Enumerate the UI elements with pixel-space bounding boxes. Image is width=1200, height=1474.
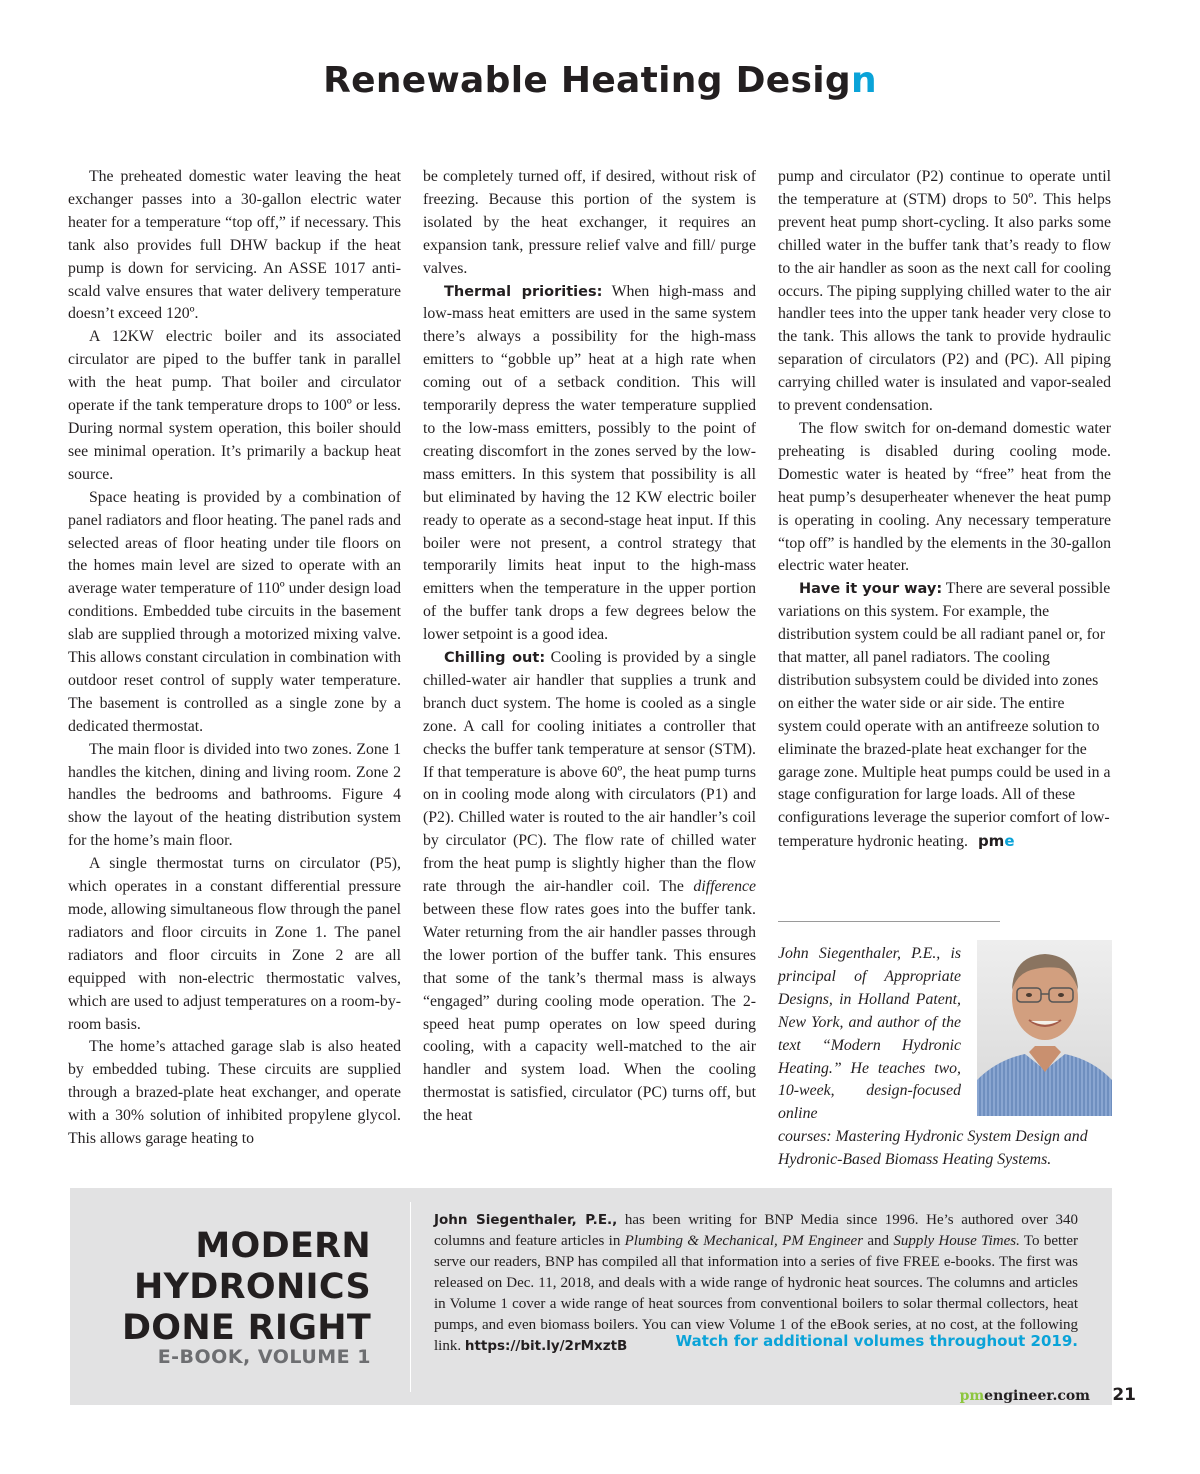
end-mark-part: pm [977,832,1005,851]
paragraph: The home’s attached garage slab is also heated by embedded tubing. These circuits are supplied through a brazed-plate heat exchanger, and operate with a 30% solution of inhibited propylene glycol. This allows garage heating to [68,1038,401,1148]
promo-title [122,1226,371,1349]
column-3 [778,166,1111,854]
emphasis: difference [693,878,756,896]
promo-text-part: has been writing for BNP Media since 1996. He’s authored over 340 columns and feature articles in [434,1212,1078,1249]
promo-author: John Siegenthaler, P.E., [434,1212,618,1228]
paragraph: be completely turned off, if desired, without risk of freezing. Because this portion of the system is isolated by the heat exchanger, it requires an expansion tank, pressure relief valve and fill/ purge valves. [423,168,756,277]
promo-title-line: HYDRONICS [134,1267,371,1307]
paragraph: pump and circulator (P2) continue to operate until the temperature at (STM) drops to 50º. This helps prevent heat pump short-cycling. It also parks some chilled water in the buffer tank that’s ready to flow to the air handler as soon as the next call for cooling occurs. The piping supplying chilled water to the air handler tees into the upper tank header very close to the tank. This allows the tank to provide hydraulic separation of circulators (P2) and (PC). All piping carrying chilled water is insulated and vapor-sealed to prevent condensation. [778,168,1111,415]
promo-subtitle: E-BOOK, VOLUME 1 [157,1346,371,1368]
end-mark-logo [978,832,1015,850]
publication-name: Supply House Times. [893,1233,1020,1249]
paragraph: The main floor is divided into two zones. Zone 1 handles the kitchen, dining and living room. Zone 2 handles the bedrooms and bathrooms. Figure 4 show the layout of the heating distribution system for the home’s main floor. [68,740,401,850]
paragraph: The preheated domestic water leaving the heat exchanger passes into a 30-gallon electric water heater for a temperature “top off,” if necessary. This tank also provides full DHW backup if the heat pump is down for servicing. An ASSE 1017 anti-scald valve ensures that water delivery temperature doesn’t exceed 120º. [68,168,401,323]
paragraph: A single thermostat turns on circulator (P5), which operates in a constant differential pressure mode, allowing simultaneous flow through the panel radiators and floor circuits in Zone 1. The panel radiators and floor circuits in Zone 2 are all equipped with non-electric thermostatic valves, which are used to adjust temperatures on a room-by-room basis. [68,855,401,1033]
run-in-heading: Have it your way: [799,581,943,598]
author-portrait-icon [977,940,1112,1116]
title-accent: n [850,60,877,101]
paragraph-text: When high-mass and low-mass heat emitters are used in the same system there’s always a possibility for the high-mass emitters to “gobble up” heat at a high rate when coming out of a setback condition. This will temporarily depress the water temperature supplied to the low-mass emitters, possibly to the point of creating discomfort in the zones served by the low-mass emitters. In this system that possibility is all but eliminated by having the 12 KW electric boiler ready to operate as a second-stage heat input. If this boiler were not present, a control strategy that temporarily limits heat input to the high-mass emitters when the temperature in the upper portion of the buffer tank drops a few degrees below the lower setpoint is a good idea. [423,282,756,644]
promo-divider [410,1202,411,1392]
ebook-link[interactable]: https://bit.ly/2rMxztB [464,1338,628,1354]
ebook-promo-box [70,1188,1112,1405]
paragraph: The flow switch for on-demand domestic water preheating is disabled during cooling mode. Domestic water is heated by “free” heat from the heat pump’s desuperheater whenever the heat pump is operating in cooling. Any necessary temperature “top off” is handled by the elements in the 30-gallon electric water heater. [778,419,1111,575]
title-main: Renewable Heating Desig [323,60,851,101]
column-1 [68,166,401,1151]
paragraph [778,578,1111,854]
paragraph-text: Cooling is provided by a single chilled-water air handler that supplies a trunk and branch duct system. The home is cooled as a single zone. A call for cooling initiates a controller that checks the buffer tank temperature at sensor (STM). If that temperature is above 60º, the heat pump turns on in cooling mode along with circulators (P1) and (P2). Chilled water is routed to the air handler’s coil by circulator (PC). The flow rate of chilled water from the heat pump is slightly higher than the flow rate through the air-handler coil. The [423,649,756,896]
paragraph-text: between these flow rates goes into the buffer tank. Water returning from the air handler passes through the lower portion of the buffer tank. This ensures that some of the tank’s thermal mass is always “engaged” during cooling mode operation. The 2-speed heat pump operates on low speed during cooling, with a capacity well-matched to the air handler and system load. When the cooling thermostat is satisfied, circulator (PC) turns off, but the heat [423,901,756,1125]
promo-title-line: DONE RIGHT [121,1308,371,1348]
paragraph [423,281,756,648]
publication-names: Plumbing & Mechanical, PM Engineer [624,1233,864,1249]
author-photo [977,940,1112,1116]
end-mark-accent: e [1004,832,1015,851]
paragraph [423,647,756,1128]
page-number: 21 [1112,1385,1136,1405]
paragraph-text: There are several possible variations on this system. For example, the distribution system could be all radiant panel or, for that matter, all panel radiators. The cooling distribution subsystem could be divided into zones on either the water side or air side. The entire system could operate with an antifreeze solution to eliminate the brazed-plate heat exchanger for the garage zone. Multiple heat pumps could be used in a stage configuration for large loads. All of these configurations leverage the superior comfort of low-temperature hydronic heating. [778,580,1111,851]
promo-cta: Watch for additional volumes throughout 2019. [675,1332,1078,1350]
footer-website[interactable] [960,1388,1090,1404]
bio-divider [778,921,1000,922]
column-2 [423,166,756,1128]
promo-text-part: To better serve our readers, BNP has compiled all that information into a series of five FREE e-books. The first was released on Dec. 11, 2018, and deals with a wide range of hydronic heat sources. The columns and articles in Volume 1 cover a wide range of heat sources from conventional boilers to solar thermal collectors, heat pumps, and even biomass boilers. You can view Volume 1 of the eBook series, at no cost, at the following link. [434,1233,1078,1354]
bio-text-full: courses: Mastering Hydronic System Design and Hydronic-Based Biomass Heating Systems. [778,1128,1088,1169]
run-in-heading: Thermal priorities: [444,283,603,300]
paragraph: A 12KW electric boiler and its associated circulator are piped to the buffer tank in parallel with the heat pump. That boiler and circulator operate if the tank temperature drops to 100º or less. During normal system operation, this boiler should see minimal operation. It’s primarily a backup heat source. [68,328,401,483]
promo-text-part: and [863,1233,894,1249]
paragraph: Space heating is provided by a combination of panel radiators and floor heating. The panel rads and selected areas of floor heating under tile floors on the homes main level are sized to operate with an average water temperature of 110º under design load conditions. Embedded tube circuits in the basement slab are supplied through a motorized mixing valve. This allows constant circulation in combination with outdoor reset control of supply water temperature. The basement is controlled as a single zone by a dedicated thermostat. [68,488,401,735]
promo-title-line: MODERN [195,1226,371,1266]
footer-site-prefix: pm [959,1388,985,1404]
page-title [0,60,1200,101]
run-in-heading: Chilling out: [444,650,546,667]
bio-text-narrow: John Siegenthaler, P.E., is principal of Appropriate Designs, in Holland Patent, New York, and author of the text “Modern Hydronic Heating.” He teaches two, 10-week, design-focused online [778,945,961,1123]
footer-site-domain: engineer.com [984,1388,1090,1404]
